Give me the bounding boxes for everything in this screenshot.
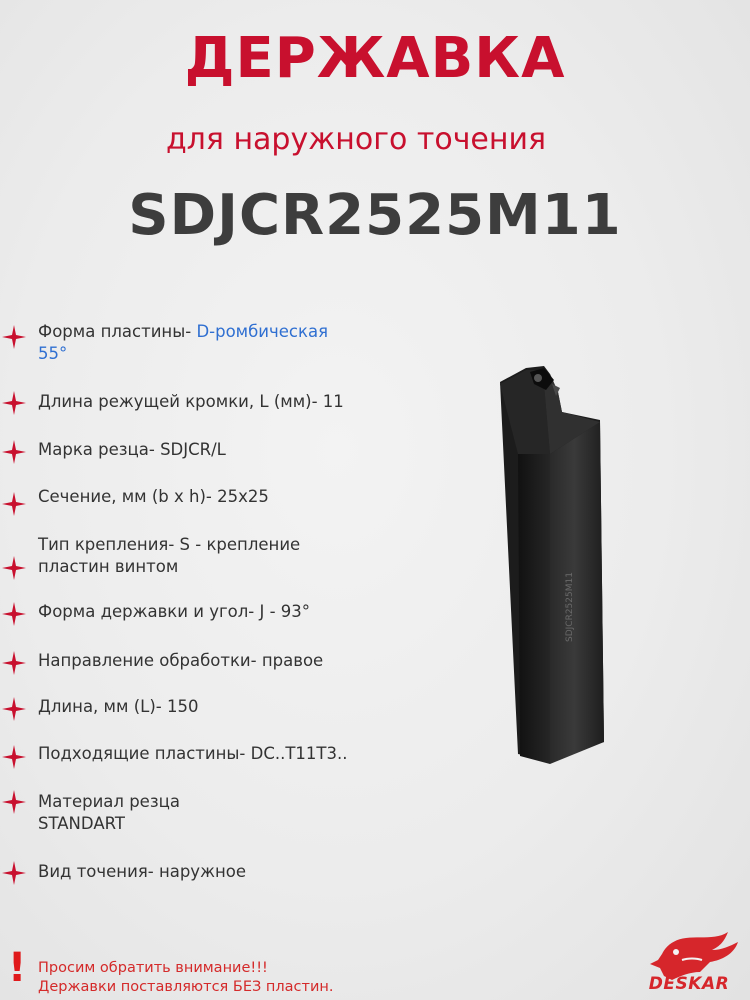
spec-label-line2: STANDART (38, 814, 125, 833)
spec-label: Тип крепления- S - крепление (38, 535, 301, 554)
four-point-star-icon (2, 556, 26, 580)
page-subtitle: для наружного точения (165, 122, 547, 157)
four-point-star-icon (2, 391, 26, 415)
four-point-star-icon (2, 651, 26, 675)
spec-label: Форма пластины- (38, 322, 197, 341)
warning-line-1: Просим обратить внимание!!! (38, 960, 268, 976)
spec-label: Форма державки и угол- J - 93° (38, 602, 311, 621)
spec-accent-value: D-ромбическая (196, 322, 329, 341)
tool-holder-image (500, 362, 616, 772)
holder-marking: SDJCR2525M11 (565, 572, 575, 642)
four-point-star-icon (2, 697, 26, 721)
model-code: SDJCR2525M11 (128, 183, 622, 248)
four-point-star-icon (2, 790, 26, 814)
spec-label: Материал резца (38, 792, 180, 811)
spec-accent-value-line2: 55° (38, 344, 68, 363)
spec-label: Направление обработки- правое (38, 651, 324, 670)
spec-label: Подходящие пластины- DC..T11T3.. (38, 744, 348, 763)
four-point-star-icon (2, 602, 26, 626)
four-point-star-icon (2, 745, 26, 769)
spec-label: Длина режущей кромки, L (мм)- 11 (38, 392, 344, 411)
warning-line-2: Державки поставляются БЕЗ пластин. (38, 979, 334, 995)
spec-label: Марка резца- SDJCR/L (38, 440, 226, 459)
spec-label: Вид точения- наружное (38, 862, 246, 881)
four-point-star-icon (2, 440, 26, 464)
four-point-star-icon (2, 325, 26, 349)
spec-label: Сечение, мм (b x h)- 25х25 (38, 487, 269, 506)
spec-label: Длина, мм (L)- 150 (38, 697, 199, 716)
four-point-star-icon (2, 861, 26, 885)
page-title: ДЕРЖАВКА (184, 26, 566, 91)
four-point-star-icon (2, 492, 26, 516)
spec-label-line2: пластин винтом (38, 557, 179, 576)
logo-text: DESKAR (648, 974, 730, 994)
warning-icon: ! (8, 945, 27, 991)
